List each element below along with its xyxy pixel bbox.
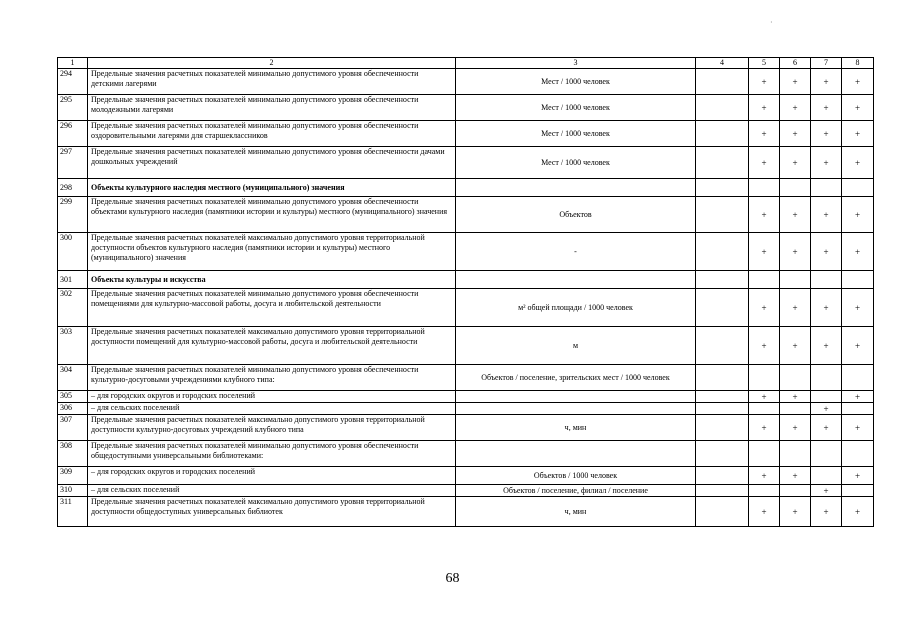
table-row bbox=[58, 365, 874, 391]
unit-of-measure bbox=[456, 179, 696, 197]
table-row bbox=[58, 391, 874, 403]
row-number: 304 bbox=[58, 365, 88, 391]
column-4-mark bbox=[696, 271, 749, 289]
unit-of-measure: Объектов bbox=[456, 197, 696, 233]
unit-of-measure: Объектов / поселение, филиал / поселение bbox=[456, 485, 696, 497]
column-4-mark bbox=[696, 197, 749, 233]
unit-of-measure: Мест / 1000 человек bbox=[456, 147, 696, 179]
column-6-mark: + bbox=[780, 467, 811, 485]
column-5-mark: + bbox=[749, 233, 780, 271]
column-header: 1 bbox=[58, 58, 88, 69]
column-header: 7 bbox=[811, 58, 842, 69]
table-row bbox=[58, 95, 874, 121]
column-5-mark bbox=[749, 271, 780, 289]
column-4-mark bbox=[696, 327, 749, 365]
column-4-mark bbox=[696, 441, 749, 467]
indicator-name: Предельные значения расчетных показателей минимально допустимого уровня обеспеченности культурно-досуговыми учреждениями клубного типа: bbox=[88, 365, 456, 391]
column-6-mark: + bbox=[780, 197, 811, 233]
column-7-mark bbox=[811, 441, 842, 467]
row-number: 297 bbox=[58, 147, 88, 179]
table-row bbox=[58, 147, 874, 179]
table-header-row bbox=[58, 58, 874, 69]
column-5-mark: + bbox=[749, 95, 780, 121]
column-8-mark: + bbox=[842, 289, 874, 327]
column-4-mark bbox=[696, 69, 749, 95]
column-7-mark: + bbox=[811, 95, 842, 121]
column-5-mark bbox=[749, 179, 780, 197]
unit-of-measure: ч, мин bbox=[456, 497, 696, 527]
row-number: 299 bbox=[58, 197, 88, 233]
column-4-mark bbox=[696, 289, 749, 327]
indicator-name: Предельные значения расчетных показателей минимально допустимого уровня обеспеченности дачами дошкольных учреждений bbox=[88, 147, 456, 179]
table-row bbox=[58, 69, 874, 95]
indicator-name: Предельные значения расчетных показателей минимально допустимого уровня обеспеченности молодежными лагерями bbox=[88, 95, 456, 121]
column-8-mark: + bbox=[842, 327, 874, 365]
table-row bbox=[58, 403, 874, 415]
column-8-mark: + bbox=[842, 197, 874, 233]
unit-of-measure: Объектов / 1000 человек bbox=[456, 467, 696, 485]
column-4-mark bbox=[696, 497, 749, 527]
column-6-mark: + bbox=[780, 289, 811, 327]
row-number: 298 bbox=[58, 179, 88, 197]
column-7-mark: + bbox=[811, 233, 842, 271]
column-6-mark: + bbox=[780, 391, 811, 403]
unit-of-measure: Объектов / поселение, зрительских мест / 1000 человек bbox=[456, 365, 696, 391]
row-number: 296 bbox=[58, 121, 88, 147]
column-8-mark: + bbox=[842, 467, 874, 485]
column-5-mark: + bbox=[749, 147, 780, 179]
column-8-mark: + bbox=[842, 233, 874, 271]
row-number: 307 bbox=[58, 415, 88, 441]
table-row bbox=[58, 233, 874, 271]
column-4-mark bbox=[696, 179, 749, 197]
column-7-mark: + bbox=[811, 121, 842, 147]
column-8-mark bbox=[842, 441, 874, 467]
column-8-mark: + bbox=[842, 391, 874, 403]
indicator-name: Предельные значения расчетных показателей максимально допустимого уровня территориальной доступности объектов культурного наследия (памятники истории и культуры) местного (муниципального) значения bbox=[88, 233, 456, 271]
unit-of-measure: ч, мин bbox=[456, 415, 696, 441]
column-7-mark: + bbox=[811, 69, 842, 95]
row-number: 310 bbox=[58, 485, 88, 497]
column-5-mark: + bbox=[749, 121, 780, 147]
column-8-mark: + bbox=[842, 95, 874, 121]
unit-of-measure bbox=[456, 403, 696, 415]
column-7-mark: + bbox=[811, 197, 842, 233]
row-number: 309 bbox=[58, 467, 88, 485]
unit-of-measure: Мест / 1000 человек bbox=[456, 121, 696, 147]
column-8-mark: + bbox=[842, 147, 874, 179]
column-6-mark: + bbox=[780, 121, 811, 147]
indicator-name: Объекты культуры и искусства bbox=[88, 271, 456, 289]
column-7-mark bbox=[811, 365, 842, 391]
column-7-mark: + bbox=[811, 289, 842, 327]
table-body bbox=[58, 58, 874, 527]
column-6-mark bbox=[780, 365, 811, 391]
indicator-name: Предельные значения расчетных показателей максимально допустимого уровня территориальной доступности культурно-досуговых учреждений клубного типа bbox=[88, 415, 456, 441]
column-7-mark: + bbox=[811, 497, 842, 527]
unit-of-measure: м² общей площади / 1000 человек bbox=[456, 289, 696, 327]
column-header: 6 bbox=[780, 58, 811, 69]
row-number: 308 bbox=[58, 441, 88, 467]
column-8-mark bbox=[842, 485, 874, 497]
table-row bbox=[58, 197, 874, 233]
column-4-mark bbox=[696, 467, 749, 485]
table-row bbox=[58, 441, 874, 467]
unit-of-measure bbox=[456, 441, 696, 467]
table-row bbox=[58, 497, 874, 527]
unit-of-measure: Мест / 1000 человек bbox=[456, 69, 696, 95]
column-5-mark bbox=[749, 441, 780, 467]
row-number: 303 bbox=[58, 327, 88, 365]
column-5-mark: + bbox=[749, 197, 780, 233]
indicator-name: – для городских округов и городских поселений bbox=[88, 467, 456, 485]
column-header: 4 bbox=[696, 58, 749, 69]
column-8-mark: + bbox=[842, 121, 874, 147]
column-4-mark bbox=[696, 485, 749, 497]
column-4-mark bbox=[696, 147, 749, 179]
column-6-mark: + bbox=[780, 147, 811, 179]
column-7-mark: + bbox=[811, 403, 842, 415]
row-number: 311 bbox=[58, 497, 88, 527]
column-8-mark bbox=[842, 179, 874, 197]
column-6-mark: + bbox=[780, 327, 811, 365]
unit-of-measure: м bbox=[456, 327, 696, 365]
scan-mark: · bbox=[770, 18, 773, 27]
column-4-mark bbox=[696, 365, 749, 391]
column-8-mark: + bbox=[842, 415, 874, 441]
unit-of-measure: - bbox=[456, 233, 696, 271]
column-5-mark: + bbox=[749, 467, 780, 485]
table-row bbox=[58, 179, 874, 197]
column-7-mark: + bbox=[811, 147, 842, 179]
column-7-mark bbox=[811, 179, 842, 197]
standards-table bbox=[57, 57, 874, 527]
column-6-mark bbox=[780, 403, 811, 415]
unit-of-measure: Мест / 1000 человек bbox=[456, 95, 696, 121]
table-row bbox=[58, 485, 874, 497]
column-7-mark: + bbox=[811, 485, 842, 497]
indicator-name: – для сельских поселений bbox=[88, 403, 456, 415]
column-6-mark: + bbox=[780, 69, 811, 95]
indicator-name: – для городских округов и городских поселений bbox=[88, 391, 456, 403]
column-5-mark: + bbox=[749, 391, 780, 403]
column-4-mark bbox=[696, 95, 749, 121]
column-6-mark: + bbox=[780, 233, 811, 271]
column-6-mark bbox=[780, 271, 811, 289]
column-header: 3 bbox=[456, 58, 696, 69]
column-7-mark bbox=[811, 467, 842, 485]
indicator-name: Предельные значения расчетных показателей минимально допустимого уровня обеспеченности помещениями для культурно-массовой работы, досуга и любительской деятельности bbox=[88, 289, 456, 327]
column-8-mark bbox=[842, 271, 874, 289]
indicator-name: Предельные значения расчетных показателей минимально допустимого уровня обеспеченности оздоровительными лагерями для старшеклассников bbox=[88, 121, 456, 147]
column-6-mark: + bbox=[780, 95, 811, 121]
column-4-mark bbox=[696, 233, 749, 271]
table-row bbox=[58, 289, 874, 327]
column-header: 5 bbox=[749, 58, 780, 69]
unit-of-measure bbox=[456, 271, 696, 289]
indicator-name: Предельные значения расчетных показателей максимально допустимого уровня территориальной доступности общедоступных универсальных библиотек bbox=[88, 497, 456, 527]
row-number: 305 bbox=[58, 391, 88, 403]
column-4-mark bbox=[696, 415, 749, 441]
table-row bbox=[58, 271, 874, 289]
column-header: 8 bbox=[842, 58, 874, 69]
column-5-mark: + bbox=[749, 289, 780, 327]
indicator-name: Предельные значения расчетных показателей максимально допустимого уровня территориальной доступности помещений для культурно-массовой работы, досуга и любительской деятельности bbox=[88, 327, 456, 365]
indicator-name: Предельные значения расчетных показателей минимально допустимого уровня обеспеченности детскими лагерями bbox=[88, 69, 456, 95]
row-number: 306 bbox=[58, 403, 88, 415]
column-5-mark: + bbox=[749, 327, 780, 365]
column-5-mark bbox=[749, 485, 780, 497]
column-8-mark bbox=[842, 403, 874, 415]
row-number: 295 bbox=[58, 95, 88, 121]
column-5-mark bbox=[749, 403, 780, 415]
column-4-mark bbox=[696, 403, 749, 415]
table-row bbox=[58, 467, 874, 485]
row-number: 302 bbox=[58, 289, 88, 327]
column-4-mark bbox=[696, 121, 749, 147]
page-number: 68 bbox=[445, 571, 460, 586]
row-number: 294 bbox=[58, 69, 88, 95]
column-7-mark: + bbox=[811, 327, 842, 365]
indicator-name: Предельные значения расчетных показателей минимально допустимого уровня обеспеченности общедоступными универсальными библиотеками: bbox=[88, 441, 456, 467]
table-row bbox=[58, 415, 874, 441]
column-4-mark bbox=[696, 391, 749, 403]
column-6-mark bbox=[780, 485, 811, 497]
table-row bbox=[58, 327, 874, 365]
column-8-mark bbox=[842, 365, 874, 391]
column-6-mark: + bbox=[780, 497, 811, 527]
column-5-mark: + bbox=[749, 415, 780, 441]
column-8-mark: + bbox=[842, 69, 874, 95]
table-row bbox=[58, 121, 874, 147]
column-6-mark: + bbox=[780, 415, 811, 441]
indicator-name: Объекты культурного наследия местного (муниципального) значения bbox=[88, 179, 456, 197]
indicator-name: Предельные значения расчетных показателей минимально допустимого уровня обеспеченности объектами культурного наследия (памятники истории и культуры) местного (муниципального) значения bbox=[88, 197, 456, 233]
column-6-mark bbox=[780, 179, 811, 197]
row-number: 301 bbox=[58, 271, 88, 289]
column-8-mark: + bbox=[842, 497, 874, 527]
row-number: 300 bbox=[58, 233, 88, 271]
column-7-mark: + bbox=[811, 415, 842, 441]
column-6-mark bbox=[780, 441, 811, 467]
column-5-mark: + bbox=[749, 69, 780, 95]
unit-of-measure bbox=[456, 391, 696, 403]
column-header: 2 bbox=[88, 58, 456, 69]
column-5-mark bbox=[749, 365, 780, 391]
indicator-name: – для сельских поселений bbox=[88, 485, 456, 497]
column-7-mark bbox=[811, 391, 842, 403]
column-5-mark: + bbox=[749, 497, 780, 527]
column-7-mark bbox=[811, 271, 842, 289]
